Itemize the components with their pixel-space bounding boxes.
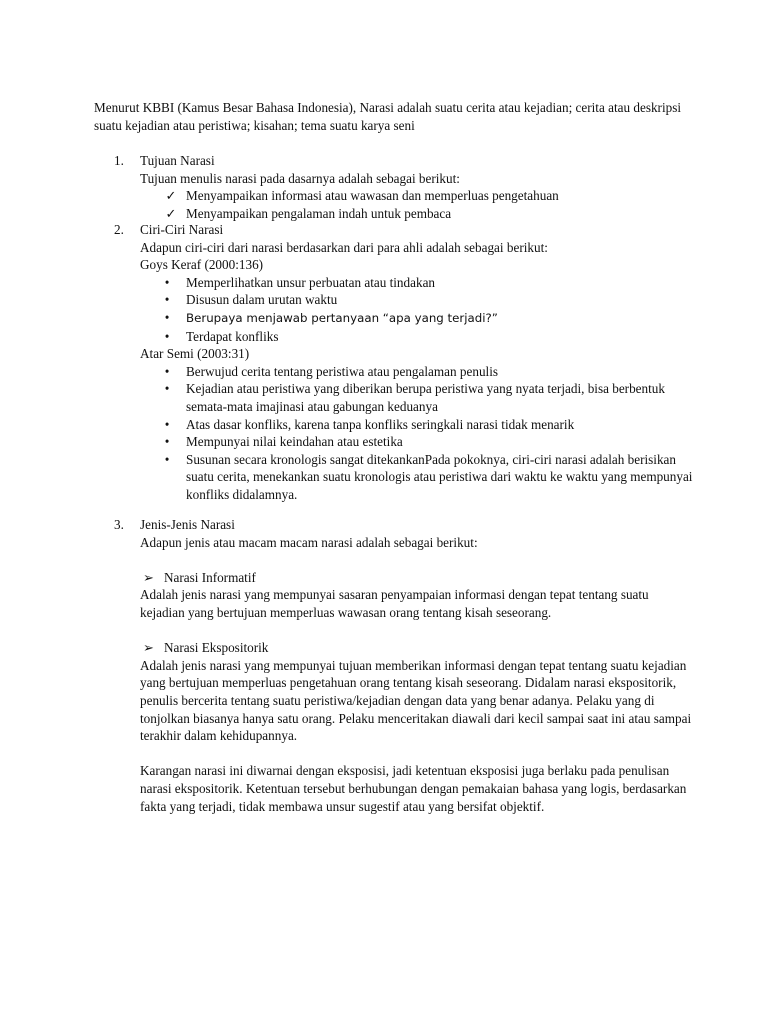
section-ciri-ciri-narasi	[94, 221, 694, 504]
check-list	[94, 187, 694, 222]
paragraph: Adalah jenis narasi yang mempunyai tujuan memberikan informasi dengan tepat tentang suatu kejadian yang bertujuan memperluas pengetahuan orang tentang kisah seseorang. Didalam narasi ekspositorik, penulis bercerita tentang suatu peristiwa/kejadian dengan data yang benar adanya. Pelaku yang di tonjolkan biasanya hanya satu orang. Pelaku menceritakan diawali dari kecil sampai saat ini atau sampai terakhir dalam kehidupannya.	[140, 657, 692, 744]
bullet-icon: •	[164, 416, 170, 432]
bullet-icon: •	[164, 434, 170, 450]
list-item: • Terdapat konfliks	[186, 328, 694, 346]
list-item: • Kejadian atau peristiwa yang diberikan berupa peristiwa yang nyata terjadi, bisa berbentuk semata-mata imajinasi atau gabungan keduanya	[186, 380, 694, 415]
bullet-icon: •	[164, 328, 170, 344]
section-jenis-jenis-narasi	[94, 516, 694, 815]
list-item: • Atas dasar konfliks, karena tanpa konfliks seringkali narasi tidak menarik	[186, 416, 694, 434]
list-item: • Berupaya menjawab pertanyaan “apa yang terjadi?”	[186, 309, 694, 328]
section-number: 1.	[114, 153, 124, 168]
section-title: Jenis-Jenis Narasi	[140, 517, 235, 532]
bullet-icon: •	[164, 451, 170, 467]
list-item: ✓ Menyampaikan informasi atau wawasan dan memperluas pengetahuan	[165, 188, 559, 204]
checkmark-icon: ✓	[165, 205, 177, 221]
subheading-narasi-ekspositorik: ➢ Narasi Ekspositorik	[143, 640, 269, 656]
paragraph: Adalah jenis narasi yang mempunyai sasaran penyampaian informasi dengan tepat tentang suatu kejadian yang bertujuan memperluas wawasan orang tentang kisah seseorang.	[140, 587, 649, 620]
section-number: 2.	[114, 222, 124, 237]
subheading-narasi-informatif: ➢ Narasi Informatif	[143, 569, 256, 585]
bullet-icon: •	[164, 381, 170, 397]
intro-text: Menurut KBBI (Kamus Besar Bahasa Indonesia), Narasi adalah suatu cerita atau kejadian; cerita atau deskripsi suatu kejadian atau peristiwa; kisahan; tema suatu karya seni	[94, 100, 681, 133]
paragraph: Karangan narasi ini diwarnai dengan eksposisi, jadi ketentuan eksposisi juga berlaku pada penulisan narasi ekspositorik. Ketentuan tersebut berhubungan dengan pemakaian bahasa yang logis, berdasarkan fakta yang terjadi, tidak membawa unsur sugestif atau yang bersifat objektif.	[140, 763, 687, 814]
bullet-icon: •	[164, 309, 170, 325]
section-lead: Adapun ciri-ciri dari narasi berdasarkan dari para ahli adalah sebagai berikut:	[140, 239, 548, 255]
section-heading	[94, 152, 694, 170]
section-number: 3.	[114, 517, 124, 532]
bullet-icon: •	[164, 363, 170, 379]
list-item: • Disusun dalam urutan waktu	[186, 291, 694, 309]
section-heading	[94, 221, 694, 239]
section-tujuan-narasi	[94, 152, 694, 222]
arrowhead-icon: ➢	[143, 640, 155, 656]
section-lead: Tujuan menulis narasi pada dasarnya adalah sebagai berikut:	[140, 170, 460, 186]
intro-paragraph	[94, 99, 694, 134]
list-item: • Mempunyai nilai keindahan atau estetika	[186, 433, 694, 451]
source-label: Atar Semi (2003:31)	[140, 346, 250, 362]
section-heading	[94, 516, 694, 534]
bullet-list	[94, 363, 694, 504]
bullet-icon: •	[164, 274, 170, 290]
checkmark-icon: ✓	[165, 188, 177, 204]
section-lead: Adapun jenis atau macam macam narasi adalah sebagai berikut:	[140, 534, 478, 550]
list-item: • Berwujud cerita tentang peristiwa atau pengalaman penulis	[186, 363, 694, 381]
bullet-list	[94, 274, 694, 345]
list-item: ✓ Menyampaikan pengalaman indah untuk pembaca	[165, 205, 452, 221]
arrowhead-icon: ➢	[143, 569, 155, 585]
list-item: • Susunan secara kronologis sangat ditekankanPada pokoknya, ciri-ciri narasi adalah berisikan suatu cerita, menekankan suatu kronologis atau peristiwa dari waktu ke waktu yang mempunyai konfliks didalamnya.	[186, 451, 694, 504]
section-title: Tujuan Narasi	[140, 153, 215, 168]
list-item: • Memperlihatkan unsur perbuatan atau tindakan	[186, 274, 694, 292]
source-label: Goys Keraf (2000:136)	[140, 257, 264, 273]
section-title: Ciri-Ciri Narasi	[140, 222, 224, 237]
bullet-icon: •	[164, 292, 170, 308]
